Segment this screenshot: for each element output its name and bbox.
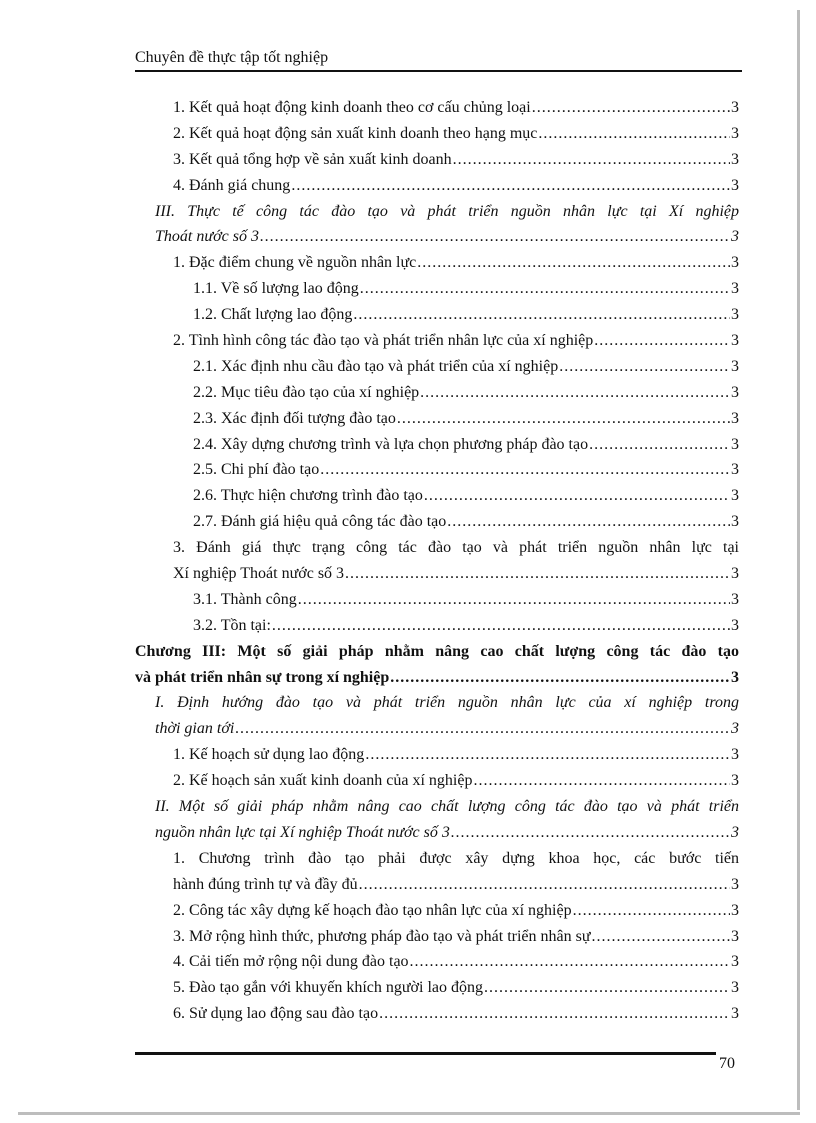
toc-entry[interactable]: 2.7. Đánh giá hiệu quả công tác đào tạo ..... 3 — [135, 509, 739, 535]
toc-entry[interactable]: 3.2. Tồn tại: ..... 3 — [135, 613, 739, 639]
page-header-title: Chuyên đề thực tập tốt nghiệp — [135, 49, 329, 66]
toc-entry-heading-line1[interactable]: 3. Đánh giá thực trạng công tác đào tạo và phát triển nguồn nhân lực tại — [173, 539, 739, 557]
toc-entry[interactable]: 2.4. Xây dựng chương trình và lựa chọn phương pháp đào tạo ..... 3 — [135, 432, 739, 458]
toc-entry[interactable]: 3. Mở rộng hình thức, phương pháp đào tạo và phát triển nhân sự ..... 3 — [135, 924, 739, 950]
toc-entry[interactable]: 3.1. Thành công ..... 3 — [135, 587, 739, 613]
toc-entry[interactable]: 2. Kết quả hoạt động sản xuất kinh doanh theo hạng mục ..... 3 — [135, 121, 739, 147]
toc-entry[interactable]: thời gian tới ..... 3 — [135, 716, 739, 742]
toc-entry[interactable]: 5. Đào tạo gắn với khuyến khích người lao động ..... 3 — [135, 975, 739, 1001]
toc-entry-heading-line1[interactable]: III. Thực tế công tác đào tạo và phát triển nguồn nhân lực tại Xí nghiệp — [155, 202, 739, 220]
footer-rule — [135, 1052, 716, 1055]
toc-entry[interactable]: 2.5. Chi phí đào tạo ..... 3 — [135, 457, 739, 483]
toc-chapter-line1[interactable]: Chương III: Một số giải pháp nhằm nâng cao chất lượng công tác đào tạo — [135, 642, 739, 660]
toc-entry-heading-line1[interactable]: II. Một số giải pháp nhằm nâng cao chất lượng công tác đào tạo và phát triển — [155, 798, 739, 816]
toc-entry[interactable]: 1. Đặc điểm chung về nguồn nhân lực ..... 3 — [135, 250, 739, 276]
toc-entry[interactable]: 2.1. Xác định nhu cầu đào tạo và phát triển của xí nghiệp ..... 3 — [135, 354, 739, 380]
toc-entry[interactable]: 1. Kết quả hoạt động kinh doanh theo cơ cấu chủng loại ..... 3 — [135, 95, 739, 121]
header-rule — [135, 70, 742, 72]
toc-entry[interactable]: 1. Kế hoạch sử dụng lao động ..... 3 — [135, 742, 739, 768]
page-number: 70 — [719, 1055, 735, 1072]
toc-entry[interactable]: 4. Đánh giá chung ..... 3 — [135, 173, 739, 199]
toc-entry[interactable]: 2. Công tác xây dựng kế hoạch đào tạo nhân lực của xí nghiệp ..... 3 — [135, 898, 739, 924]
toc-entry[interactable]: Xí nghiệp Thoát nước số 3 ..... 3 — [135, 561, 739, 587]
toc-entry[interactable]: 3. Kết quả tổng hợp về sản xuất kinh doanh ..... 3 — [135, 147, 739, 173]
table-of-contents — [135, 95, 739, 1027]
toc-entry[interactable]: 2.3. Xác định đối tượng đào tạo ..... 3 — [135, 406, 739, 432]
toc-entry[interactable]: Thoát nước số 3 ..... 3 — [135, 224, 739, 250]
page-shadow-bottom — [18, 1112, 800, 1115]
toc-entry[interactable]: 4. Cải tiến mở rộng nội dung đào tạo ..... 3 — [135, 949, 739, 975]
toc-entry[interactable]: 2. Kế hoạch sản xuất kinh doanh của xí nghiệp ..... 3 — [135, 768, 739, 794]
toc-entry[interactable]: 2.2. Mục tiêu đào tạo của xí nghiệp ..... 3 — [135, 380, 739, 406]
toc-entry[interactable]: 2. Tình hình công tác đào tạo và phát triển nhân lực của xí nghiệp ..... 3 — [135, 328, 739, 354]
toc-entry[interactable]: nguồn nhân lực tại Xí nghiệp Thoát nước số 3 ..... 3 — [135, 820, 739, 846]
toc-entry[interactable]: 6. Sử dụng lao động sau đào tạo ..... 3 — [135, 1001, 739, 1027]
toc-entry[interactable]: 1.2. Chất lượng lao động ..... 3 — [135, 302, 739, 328]
toc-entry-heading-line1[interactable]: I. Định hướng đào tạo và phát triển nguồn nhân lực của xí nghiệp trong — [155, 694, 739, 712]
toc-entry-heading-line1[interactable]: 1. Chương trình đào tạo phải được xây dựng khoa học, các bước tiến — [173, 849, 739, 867]
toc-entry[interactable]: 2.6. Thực hiện chương trình đào tạo ..... 3 — [135, 483, 739, 509]
toc-chapter[interactable]: và phát triển nhân sự trong xí nghiệp ..... 3 — [135, 665, 739, 691]
toc-entry[interactable]: 1.1. Về số lượng lao động ..... 3 — [135, 276, 739, 302]
page-shadow-right — [797, 10, 800, 1110]
toc-entry[interactable]: hành đúng trình tự và đầy đủ ..... 3 — [135, 872, 739, 898]
